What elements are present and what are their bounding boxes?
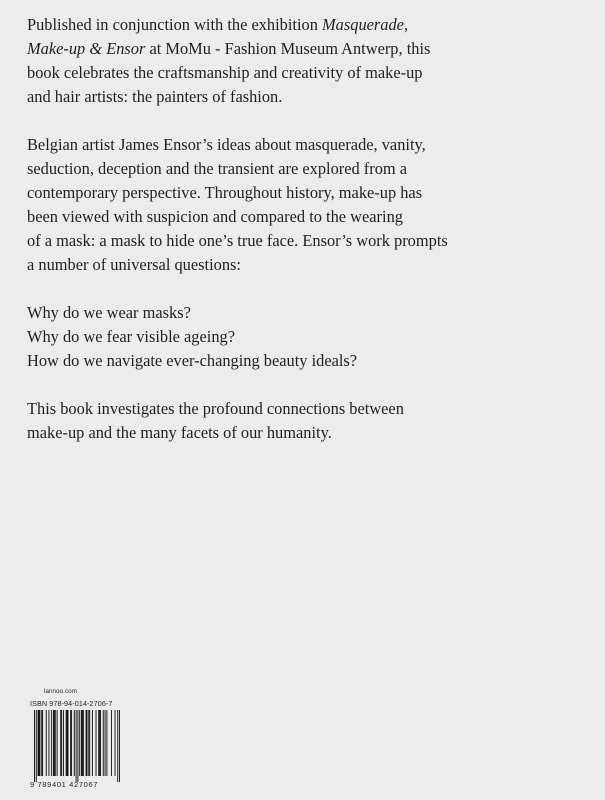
barcode-bar (51, 710, 52, 776)
text-run: a number of universal questions: (27, 255, 241, 274)
italic-text: Make-up & Ensor (27, 39, 146, 58)
barcode-bar (46, 710, 47, 776)
text-run: book celebrates the craftsmanship and creativity of make-up (27, 63, 423, 82)
text-run: and hair artists: the painters of fashion. (27, 87, 283, 106)
barcode-bar (39, 710, 40, 776)
barcode-bar (41, 710, 42, 776)
text-line (27, 421, 497, 445)
text-line (27, 349, 497, 373)
italic-text: Masquerade, (322, 15, 409, 34)
isbn-label: ISBN 978-94-014-2706-7 (30, 699, 113, 708)
barcode-bar (87, 710, 88, 776)
barcode-bar (61, 710, 62, 776)
text-line (27, 205, 497, 229)
barcode-bar (38, 710, 39, 776)
barcode-bar (55, 710, 56, 776)
text-line (27, 157, 497, 181)
barcode-digits: 9 789401 427067 (30, 780, 99, 789)
barcode-bar (36, 710, 37, 782)
barcode-bar (100, 710, 101, 776)
text-line (27, 325, 497, 349)
barcode-bar (92, 710, 93, 776)
barcode-bar (74, 710, 75, 776)
barcode-bar (67, 710, 68, 776)
text-run: been viewed with suspicion and compared to the wearing (27, 207, 403, 226)
text-line (27, 397, 497, 421)
barcode-bar (57, 710, 58, 776)
text-run: How do we navigate ever-changing beauty ideals? (27, 351, 358, 370)
barcode-bar (48, 710, 49, 776)
barcode-bar (81, 710, 82, 776)
text-run: contemporary perspective. Throughout history, make-up has (27, 183, 423, 202)
barcode-bar (99, 710, 100, 776)
barcode-bar (83, 710, 84, 776)
barcode-bar (54, 710, 55, 776)
text-run: Why do we wear masks? (27, 303, 191, 322)
text-run: at MoMu - Fashion Museum Antwerp, this (145, 39, 431, 58)
barcode-bar (67, 710, 68, 776)
barcode-bar (63, 710, 64, 776)
paragraph (27, 397, 497, 445)
barcode-bar (119, 710, 120, 782)
text-run: Belgian artist James Ensor’s ideas about masquerade, vanity, (27, 135, 426, 154)
barcode-bar (105, 710, 106, 776)
text-line (27, 181, 497, 205)
barcode-bar (96, 710, 97, 776)
text-line (27, 301, 497, 325)
barcode-bar (103, 710, 104, 776)
barcode-bar (34, 710, 35, 782)
barcode-bar (115, 710, 116, 776)
barcode-bar (42, 710, 43, 776)
text-run: Why do we fear visible ageing? (27, 327, 235, 346)
barcode-bar (79, 710, 80, 776)
text-line (27, 13, 497, 37)
barcode-bar (111, 710, 112, 776)
text-line (27, 61, 497, 85)
text-run: make-up and the many facets of our humanity. (27, 423, 332, 442)
barcode-bar (89, 710, 90, 776)
text-line (27, 229, 497, 253)
barcode-bar (98, 710, 99, 776)
text-line (27, 133, 497, 157)
text-line (27, 85, 497, 109)
barcode-bar (53, 710, 54, 776)
text-run: of a mask: a mask to hide one’s true face. Ensor’s work prompts (27, 231, 448, 250)
barcode-bar (71, 710, 72, 776)
barcode-bar (77, 710, 78, 782)
blurb-text (27, 13, 497, 469)
barcode-bar (117, 710, 118, 782)
barcode-bar (82, 710, 83, 776)
text-run: This book investigates the profound connections between (27, 399, 404, 418)
text-line (27, 37, 497, 61)
paragraph (27, 13, 497, 109)
barcode-block (30, 710, 121, 794)
barcode-bar (76, 710, 77, 782)
barcode-bar (88, 710, 89, 776)
publisher-website: lannoo.com (44, 688, 77, 695)
barcode-bar (86, 710, 87, 776)
barcode (34, 710, 120, 782)
barcode-bar (39, 710, 40, 776)
text-run: seduction, deception and the transient are explored from a (27, 159, 408, 178)
text-line (27, 253, 497, 277)
text-run: Published in conjunction with the exhibition (27, 15, 323, 34)
barcode-bar (106, 710, 107, 776)
barcode-bar (66, 710, 67, 776)
imprint-block (30, 688, 140, 794)
paragraph (27, 301, 497, 373)
paragraph (27, 133, 497, 277)
barcode-bar (60, 710, 61, 776)
barcode-bar (70, 710, 71, 776)
